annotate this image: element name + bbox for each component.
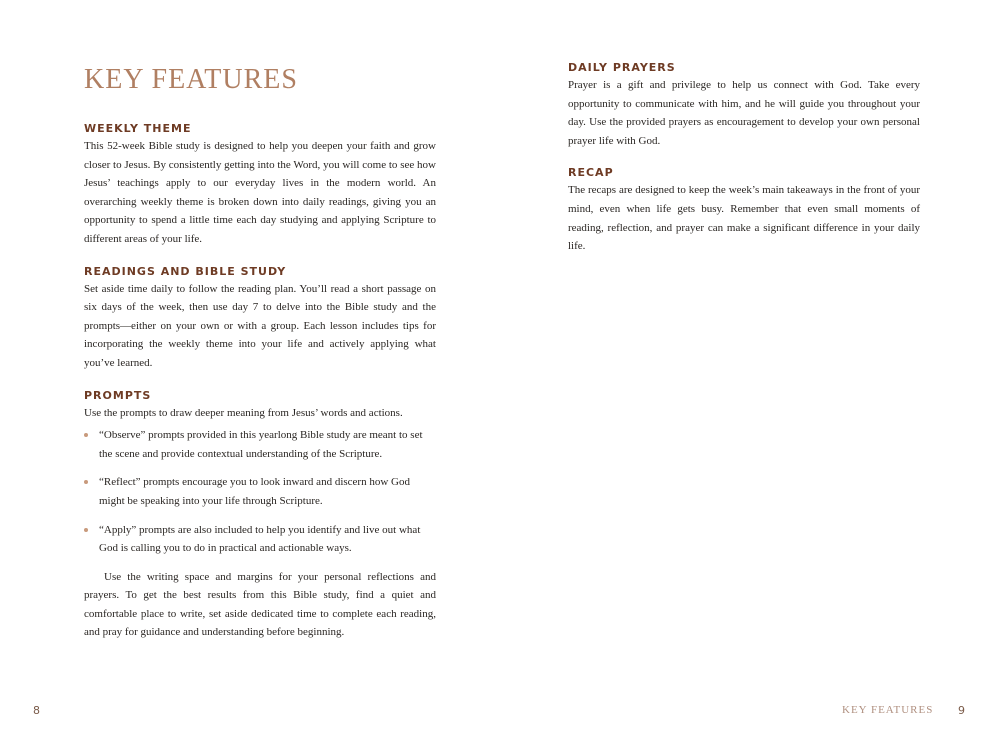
closing-paragraph: Use the writing space and margins for your personal reflections and prayers. To get the best results from this Bible study, find a quiet and comfortable place to write, set aside dedicated time to complete each reading, and pray for guidance and understanding before beginning. bbox=[84, 570, 436, 639]
list-item-text: “Reflect” prompts encourage you to look inward and discern how God might be speaking into your life through Scripture. bbox=[99, 476, 410, 507]
section-heading: RECAP bbox=[568, 166, 614, 180]
section-body: Prayer is a gift and privilege to help us connect with God. Take every opportunity to communicate with him, and he will guide you throughout your day. Use the provided prayers as encouragement to develop your own personal prayer life with God. bbox=[568, 79, 920, 147]
section-readings-bible-study bbox=[84, 264, 436, 373]
section-daily-prayers bbox=[568, 60, 920, 150]
section-recap bbox=[568, 165, 920, 255]
list-item bbox=[84, 473, 436, 510]
section-body: This 52-week Bible study is designed to help you deepen your faith and grow closer to Jesus. By consistently getting into the Word, you will come to see how Jesus’ teachings apply to our everyday lives in the modern world. An overarching weekly theme is broken down into daily readings, giving you an opportunity to spend a little time each day studying and applying Scripture to different areas of your life. bbox=[84, 140, 436, 245]
section-weekly-theme bbox=[84, 121, 436, 249]
bullet-icon bbox=[84, 433, 88, 437]
prompts-list bbox=[84, 426, 436, 558]
section-heading: DAILY PRAYERS bbox=[568, 61, 676, 74]
section-heading: WEEKLY THEME bbox=[84, 122, 192, 135]
page-title: KEY FEATURES bbox=[84, 64, 298, 95]
bullet-icon bbox=[84, 480, 88, 484]
page-number-right: 9 bbox=[958, 704, 965, 717]
list-item bbox=[84, 426, 436, 463]
section-prompts bbox=[84, 388, 436, 643]
right-page bbox=[568, 60, 920, 256]
page-number-left: 8 bbox=[33, 704, 40, 717]
bullet-icon bbox=[84, 528, 88, 532]
section-body: The recaps are designed to keep the week’s main takeaways in the front of your mind, even when life gets busy. Remember that even small moments of reading, reflection, and prayer can make a significant difference in your daily life. bbox=[568, 184, 920, 253]
running-head: KEY FEATURES bbox=[842, 704, 934, 716]
section-heading: READINGS AND BIBLE STUDY bbox=[84, 264, 287, 278]
section-body: Set aside time daily to follow the reading plan. You’ll read a short passage on six days of the week, then use day 7 to delve into the Bible study and the prompts—either on your own or with a group. Each lesson includes tips for incorporating the weekly theme into your life and actively applying what you’ve learned. bbox=[84, 282, 436, 369]
left-page bbox=[84, 58, 436, 642]
list-item-text: “Apply” prompts are also included to help you identify and live out what God is calling you to do in practical and actionable ways. bbox=[99, 523, 421, 555]
prompts-intro: Use the prompts to draw deeper meaning from Jesus’ words and actions. bbox=[84, 406, 403, 419]
list-item bbox=[84, 521, 436, 558]
section-heading: PROMPTS bbox=[84, 388, 152, 402]
list-item-text: “Observe” prompts provided in this yearlong Bible study are meant to set the scene and provide contextual understanding of the Scripture. bbox=[99, 429, 423, 460]
